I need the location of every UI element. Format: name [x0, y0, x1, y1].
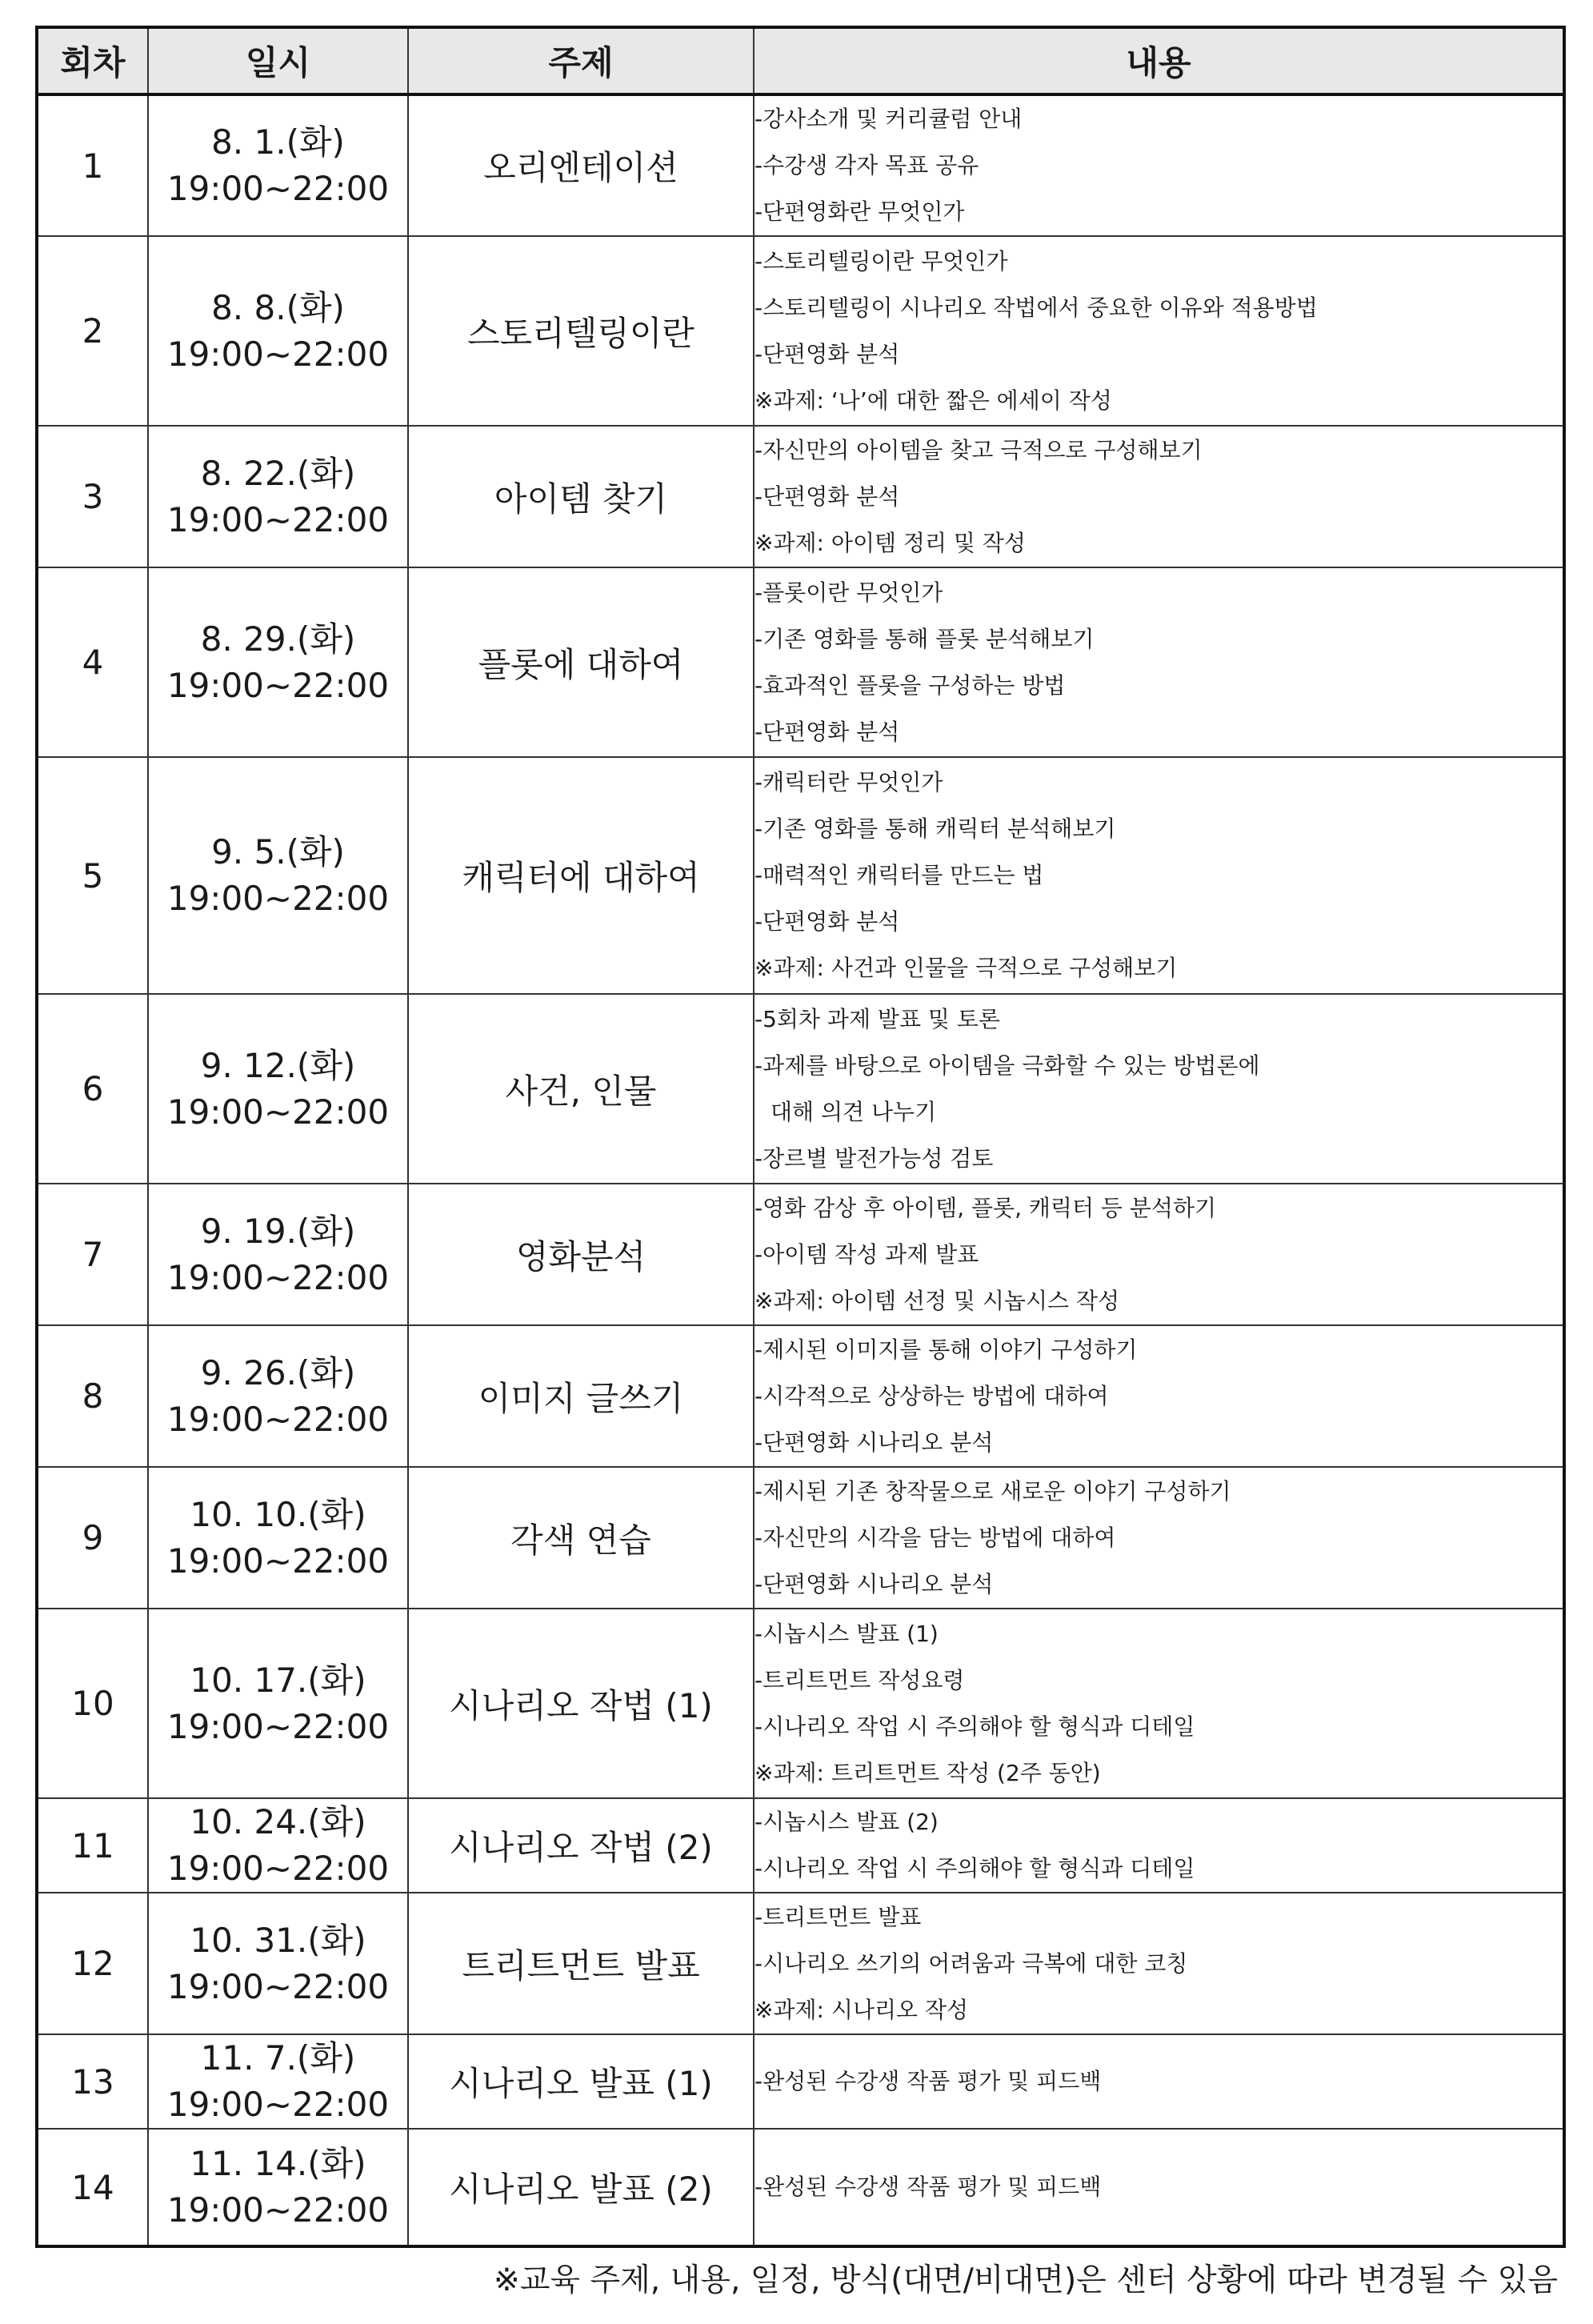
header-content: 내용	[754, 27, 1564, 94]
session-datetime	[148, 1798, 408, 1893]
content-line: -시놉시스 발표 (2)	[754, 1809, 939, 1835]
content-line: -기존 영화를 통해 캐릭터 분석해보기	[754, 815, 1116, 842]
session-time: 19:00~22:00	[166, 2190, 390, 2230]
session-content	[754, 1798, 1564, 1893]
session-datetime	[148, 236, 408, 426]
content-line: ※과제: 아이템 정리 및 작성	[754, 529, 1026, 556]
content-line: -매력적인 캐릭터를 만드는 법	[754, 862, 1044, 888]
session-datetime	[148, 1325, 408, 1467]
content-line: -장르별 발전가능성 검토	[754, 1144, 994, 1172]
content-line: -단편영화 시나리오 분석	[754, 1428, 994, 1456]
table-row	[37, 567, 1564, 757]
content-line: -단편영화란 무엇인가	[754, 198, 965, 225]
content-line: -캐릭터란 무엇인가	[754, 769, 943, 795]
session-content	[754, 2129, 1564, 2246]
session-date: 10. 10.(화)	[190, 1494, 366, 1534]
table-row	[37, 1184, 1564, 1325]
session-date: 8. 22.(화)	[200, 453, 356, 493]
session-number: 7	[37, 1184, 148, 1325]
content-line: -수강생 각자 목표 공유	[754, 152, 979, 178]
session-topic: 각색 연습	[408, 1467, 754, 1609]
session-topic: 시나리오 발표 (2)	[408, 2129, 754, 2246]
table-row	[37, 1893, 1564, 2034]
table-row	[37, 426, 1564, 567]
content-line: ※과제: 아이템 선정 및 시놉시스 작성	[754, 1287, 1120, 1314]
session-time: 19:00~22:00	[166, 1966, 390, 2006]
header-row	[37, 27, 1564, 94]
session-time: 19:00~22:00	[166, 1541, 390, 1581]
content-line: ※과제: 시나리오 작성	[754, 1996, 969, 2023]
session-content	[754, 1893, 1564, 2034]
session-date: 8. 29.(화)	[200, 619, 356, 659]
session-content	[754, 1467, 1564, 1609]
session-date: 10. 17.(화)	[190, 1660, 366, 1700]
session-number: 9	[37, 1467, 148, 1609]
session-date: 10. 24.(화)	[190, 1802, 366, 1841]
session-time: 19:00~22:00	[166, 1257, 390, 1297]
session-time: 19:00~22:00	[166, 499, 390, 539]
session-date: 11. 14.(화)	[190, 2144, 366, 2183]
session-number: 2	[37, 236, 148, 426]
content-line: -시놉시스 발표 (1)	[754, 1620, 939, 1647]
session-time: 19:00~22:00	[166, 334, 390, 374]
curriculum-table	[35, 26, 1566, 2248]
session-content	[754, 1325, 1564, 1467]
session-datetime	[148, 1609, 408, 1798]
table-row	[37, 94, 1564, 236]
session-number: 12	[37, 1893, 148, 2034]
content-line: -트리트먼트 발표	[754, 1903, 922, 1930]
session-topic: 캐릭터에 대하여	[408, 757, 754, 994]
session-content	[754, 2034, 1564, 2129]
content-line: -5회차 과제 발표 및 토론	[754, 1005, 1000, 1032]
session-datetime	[148, 2034, 408, 2129]
content-line: -단편영화 분석	[754, 340, 900, 367]
session-number: 11	[37, 1798, 148, 1893]
content-line: -제시된 기존 창작물으로 새로운 이야기 구성하기	[754, 1477, 1231, 1505]
table-row	[37, 1467, 1564, 1609]
content-line: -스토리텔링이란 무엇인가	[754, 247, 1008, 274]
table-row	[37, 994, 1564, 1184]
session-time: 19:00~22:00	[166, 2085, 390, 2124]
session-content	[754, 426, 1564, 567]
content-line: -시나리오 쓰기의 어려움과 극복에 대한 코칭	[754, 1949, 1188, 1977]
content-line: -단편영화 분석	[754, 718, 900, 745]
content-line: -트리트먼트 작성요령	[754, 1666, 965, 1693]
table-row	[37, 2034, 1564, 2129]
session-number: 13	[37, 2034, 148, 2129]
session-topic: 시나리오 작법 (1)	[408, 1609, 754, 1798]
session-date: 9. 12.(화)	[200, 1045, 356, 1085]
session-datetime	[148, 757, 408, 994]
content-line: -플롯이란 무엇인가	[754, 579, 943, 606]
session-topic: 스토리텔링이란	[408, 236, 754, 426]
session-topic: 시나리오 발표 (1)	[408, 2034, 754, 2129]
table-row	[37, 1609, 1564, 1798]
content-line: -시각적으로 상상하는 방법에 대하여	[754, 1382, 1109, 1409]
session-topic: 사건, 인물	[408, 994, 754, 1184]
content-line: ※과제: 사건과 인물을 극적으로 구성해보기	[754, 955, 1178, 981]
session-number: 4	[37, 567, 148, 757]
session-content	[754, 757, 1564, 994]
session-content	[754, 567, 1564, 757]
session-datetime	[148, 1893, 408, 2034]
session-date: 9. 26.(화)	[200, 1352, 356, 1392]
header-topic: 주제	[408, 27, 754, 94]
content-line: -영화 감상 후 아이템, 플롯, 캐릭터 등 분석하기	[754, 1194, 1217, 1221]
session-topic: 아이템 찾기	[408, 426, 754, 567]
session-time: 19:00~22:00	[166, 1706, 390, 1746]
session-time: 19:00~22:00	[166, 1092, 390, 1132]
session-number: 14	[37, 2129, 148, 2246]
content-line: ※과제: 트리트먼트 작성 (2주 동안)	[754, 1759, 1101, 1786]
footnote: ※교육 주제, 내용, 일정, 방식(대면/비대면)은 센터 상황에 따라 변경될 수 있음	[494, 2262, 1558, 2298]
content-line: -자신만의 아이템을 찾고 극적으로 구성해보기	[754, 436, 1203, 463]
content-line: -단편영화 시나리오 분석	[754, 1570, 994, 1597]
table-row	[37, 236, 1564, 426]
content-line: -완성된 수강생 작품 평가 및 피드백	[754, 2068, 1102, 2094]
session-content	[754, 1184, 1564, 1325]
session-datetime	[148, 2129, 408, 2246]
content-line: 대해 의견 나누기	[770, 1098, 937, 1125]
session-content	[754, 236, 1564, 426]
content-line: -강사소개 및 커리큘럼 안내	[754, 106, 1023, 132]
content-line: -단편영화 분석	[754, 483, 900, 510]
session-number: 3	[37, 426, 148, 567]
session-topic: 시나리오 작법 (2)	[408, 1798, 754, 1893]
session-datetime	[148, 1184, 408, 1325]
session-topic: 트리트먼트 발표	[408, 1893, 754, 2034]
table-row	[37, 1798, 1564, 1893]
session-datetime	[148, 94, 408, 236]
content-line: -스토리텔링이 시나리오 작법에서 중요한 이유와 적용방법	[754, 294, 1318, 321]
session-time: 19:00~22:00	[166, 1399, 390, 1439]
content-line: -시나리오 작업 시 주의해야 할 형식과 디테일	[754, 1713, 1195, 1740]
session-time: 19:00~22:00	[166, 1849, 390, 1888]
session-topic: 이미지 글쓰기	[408, 1325, 754, 1467]
session-datetime	[148, 567, 408, 757]
session-topic: 영화분석	[408, 1184, 754, 1325]
content-line: -효과적인 플롯을 구성하는 방법	[754, 671, 1066, 699]
session-number: 1	[37, 94, 148, 236]
content-line: -제시된 이미지를 통해 이야기 구성하기	[754, 1336, 1138, 1363]
header-datetime: 일시	[148, 27, 408, 94]
table-row	[37, 757, 1564, 994]
session-time: 19:00~22:00	[166, 665, 390, 705]
table-body	[37, 94, 1564, 2246]
content-line: -기존 영화를 통해 플롯 분석해보기	[754, 625, 1095, 652]
session-date: 10. 31.(화)	[190, 1920, 366, 1960]
session-datetime	[148, 1467, 408, 1609]
content-line: -단편영화 분석	[754, 908, 900, 935]
content-line: -과제를 바탕으로 아이템을 극화할 수 있는 방법론에	[754, 1052, 1260, 1079]
content-line: ※과제: ‘나’에 대한 짧은 에세이 작성	[754, 387, 1112, 414]
session-date: 8. 8.(화)	[211, 287, 345, 327]
session-time: 19:00~22:00	[166, 879, 390, 918]
session-number: 5	[37, 757, 148, 994]
session-date: 8. 1.(화)	[211, 122, 345, 162]
session-content	[754, 1609, 1564, 1798]
session-date: 9. 5.(화)	[211, 832, 345, 872]
session-topic: 플롯에 대하여	[408, 567, 754, 757]
session-content	[754, 94, 1564, 236]
table-row	[37, 1325, 1564, 1467]
content-line: -시나리오 작업 시 주의해야 할 형식과 디테일	[754, 1855, 1195, 1881]
session-time: 19:00~22:00	[166, 169, 390, 208]
content-line: -완성된 수강생 작품 평가 및 피드백	[754, 2174, 1102, 2200]
table-row	[37, 2129, 1564, 2246]
content-line: -아이템 작성 과제 발표	[754, 1240, 979, 1268]
session-date: 9. 19.(화)	[200, 1211, 356, 1251]
session-number: 8	[37, 1325, 148, 1467]
header-session: 회차	[37, 27, 148, 94]
session-number: 6	[37, 994, 148, 1184]
session-datetime	[148, 426, 408, 567]
session-number: 10	[37, 1609, 148, 1798]
session-content	[754, 994, 1564, 1184]
session-topic: 오리엔테이션	[408, 94, 754, 236]
session-date: 11. 7.(화)	[200, 2038, 356, 2078]
session-datetime	[148, 994, 408, 1184]
content-line: -자신만의 시각을 담는 방법에 대하여	[754, 1524, 1116, 1551]
